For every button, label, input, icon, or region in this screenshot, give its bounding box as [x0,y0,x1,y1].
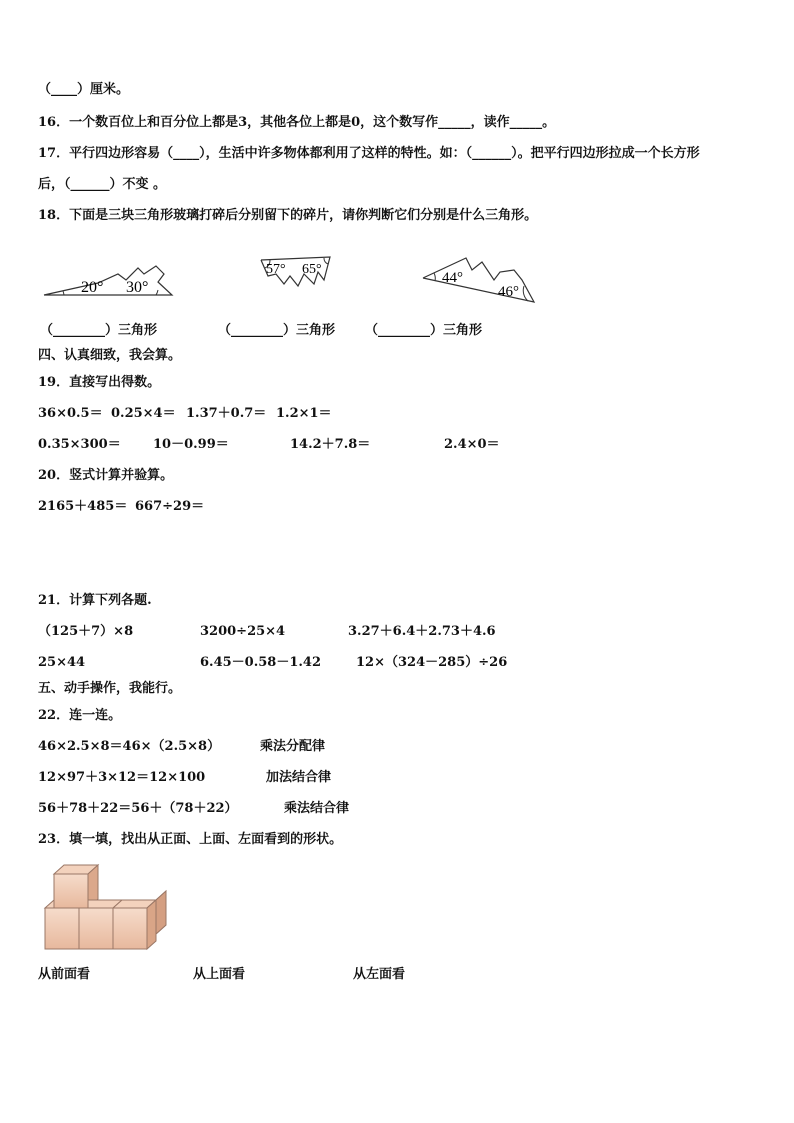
q19-item: 36×0.5＝ [38,406,103,421]
q18-answer-3: （________）三角形 [365,323,483,338]
view-label-front: 从前面看 [38,967,91,982]
triangle-fragment-2 [258,254,334,290]
section-4-heading: 四、认真细致，我会算。 [38,348,182,363]
q19-item: 0.35×300＝ [38,437,121,452]
q20-item: 667÷29＝ [135,499,205,514]
q16-text: 16．一个数百位上和百分位上都是3，其他各位上都是0，这个数写作_____，读作_____。 [38,115,556,130]
angle-label-20: 20° [81,279,104,296]
angle-label-30: 30° [126,279,149,296]
q19-item: 1.2×1＝ [276,406,332,421]
q21-item: 3200÷25×4 [200,624,286,639]
q19-item: 10－0.99＝ [153,437,229,452]
q20-item: 2165＋485＝ [38,499,128,514]
q21-item: 6.45－0.58－1.42 [200,655,321,670]
q22-left-item: 12×97＋3×12＝12×100 [38,770,206,785]
section-5-heading: 五、动手操作，我能行。 [38,681,182,696]
q22-right-item: 乘法结合律 [284,801,350,816]
q22-text: 22．连一连。 [38,708,122,723]
view-label-left: 从左面看 [353,967,406,982]
cube-stack-figure [42,862,172,954]
triangle-fragment-1 [40,262,176,298]
q19-item: 2.4×0＝ [444,437,500,452]
angle-label-57: 57° [266,262,286,277]
q19-item: 1.37＋0.7＝ [186,406,267,421]
q22-right-item: 加法结合律 [266,770,332,785]
q18-text: 18．下面是三块三角形玻璃打碎后分别留下的碎片，请你判断它们分别是什么三角形。 [38,208,538,223]
q19-item: 14.2＋7.8＝ [290,437,371,452]
view-label-top: 从上面看 [193,967,246,982]
q18-answer-1: （________）三角形 [40,323,158,338]
q22-left-item: 46×2.5×8＝46×（2.5×8） [38,739,221,754]
angle-label-44: 44° [442,270,463,286]
q19-item: 0.25×4＝ [111,406,176,421]
q18-answer-2: （________）三角形 [218,323,336,338]
q21-item: 3.27＋6.4＋2.73＋4.6 [348,624,496,639]
q21-item: （125＋7）×8 [38,624,134,639]
q20-text: 20．竖式计算并验算。 [38,468,174,483]
q21-item: 25×44 [38,655,86,670]
q19-text: 19．直接写出得数。 [38,375,161,390]
q22-right-item: 乘法分配律 [260,739,326,754]
q17-line2: 后，（______）不变 。 [38,177,167,192]
q22-left-item: 56＋78＋22＝56＋（78＋22） [38,801,238,816]
q21-item: 12×（324－285）÷26 [356,655,508,670]
q21-text: 21．计算下列各题. [38,593,152,608]
triangle-fragment-3 [420,250,540,306]
angle-label-46: 46° [498,284,519,300]
angle-label-65: 65° [302,262,322,277]
q23-text: 23．填一填，找出从正面、上面、左面看到的形状。 [38,832,343,847]
q15-tail: （____）厘米。 [38,82,130,97]
q17-line1: 17．平行四边形容易（____），生活中许多物体都利用了这样的特性。如：（______）。把平行四边形拉成一个长方形 [38,146,700,161]
